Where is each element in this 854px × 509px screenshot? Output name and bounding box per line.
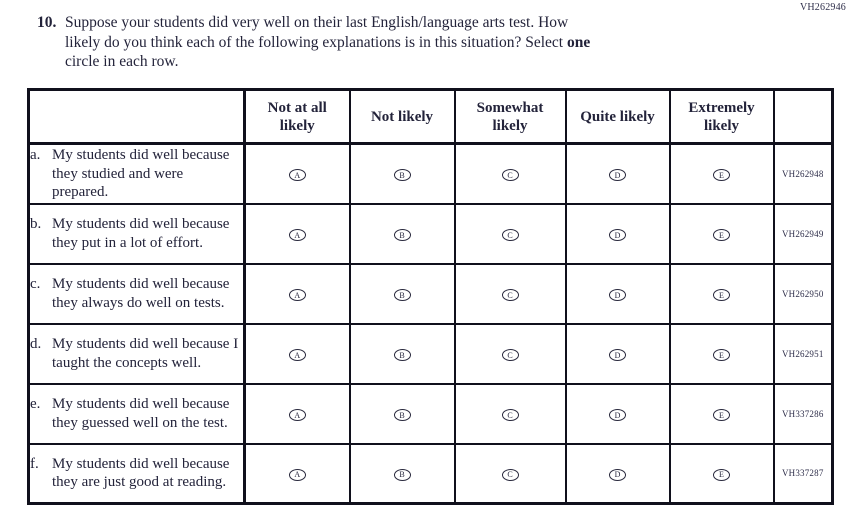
answer-bubble-a[interactable]: A: [289, 289, 306, 301]
option-cell-b: [350, 144, 455, 204]
row-label: d.: [30, 336, 42, 352]
option-cell-c: [455, 444, 566, 504]
option-cell-b: [350, 384, 455, 444]
item-code: VH262950: [774, 264, 833, 324]
option-cell-c: [455, 264, 566, 324]
option-cell-c: [455, 144, 566, 204]
item-code: VH262951: [774, 324, 833, 384]
header-somewhat-likely: Somewhat likely: [455, 90, 566, 144]
option-cell-c: [455, 204, 566, 264]
table-row-d: [29, 324, 833, 384]
answer-bubble-d[interactable]: D: [609, 409, 626, 421]
answer-bubble-e[interactable]: E: [713, 469, 730, 481]
item-code: VH337287: [774, 444, 833, 504]
option-cell-d: [566, 144, 670, 204]
option-cell-a: [245, 144, 350, 204]
table-row-e: [29, 384, 833, 444]
answer-bubble-e[interactable]: E: [713, 289, 730, 301]
question-number: 10.: [37, 14, 57, 31]
row-label: e.: [30, 396, 41, 412]
item-code: VH337286: [774, 384, 833, 444]
option-cell-e: [670, 324, 774, 384]
table-row-f: [29, 444, 833, 504]
option-cell-a: [245, 324, 350, 384]
option-cell-c: [455, 384, 566, 444]
row-label: a.: [30, 147, 41, 163]
header-statement-blank: [29, 90, 245, 144]
row-statement: My students did well because I taught the concepts well.: [52, 336, 239, 371]
question-line-1: Suppose your students did very well on their last English/language arts test. How: [65, 14, 569, 31]
answer-bubble-a[interactable]: A: [289, 169, 306, 181]
answer-bubble-d[interactable]: D: [609, 349, 626, 361]
option-cell-a: [245, 204, 350, 264]
option-cell-e: [670, 264, 774, 324]
page-accession-code: VH262946: [799, 2, 846, 13]
statement-cell: [29, 444, 245, 504]
question-line-3: circle in each row.: [65, 53, 179, 70]
question-text: [65, 13, 797, 72]
answer-bubble-c[interactable]: C: [502, 289, 519, 301]
statement-cell: [29, 204, 245, 264]
option-cell-e: [670, 384, 774, 444]
answer-bubble-d[interactable]: D: [609, 229, 626, 241]
option-cell-e: [670, 144, 774, 204]
answer-bubble-d[interactable]: D: [609, 169, 626, 181]
answer-bubble-c[interactable]: C: [502, 169, 519, 181]
statement-cell: [29, 324, 245, 384]
answer-bubble-d[interactable]: D: [609, 289, 626, 301]
option-cell-a: [245, 264, 350, 324]
option-cell-d: [566, 384, 670, 444]
statement-cell: [29, 264, 245, 324]
item-code: VH262949: [774, 204, 833, 264]
row-label: b.: [30, 216, 42, 232]
header-quite-likely: Quite likely: [566, 90, 670, 144]
question-line-2: likely do you think each of the following explanations is in this situation? Select one: [65, 33, 591, 51]
answer-bubble-a[interactable]: A: [289, 469, 306, 481]
answer-bubble-b[interactable]: B: [394, 409, 411, 421]
header-not-likely: Not likely: [350, 90, 455, 144]
option-cell-b: [350, 264, 455, 324]
question-block: [37, 13, 797, 72]
table-row-b: [29, 204, 833, 264]
header-row: [29, 90, 833, 144]
answer-bubble-e[interactable]: E: [713, 169, 730, 181]
row-statement: My students did well because they put in a lot of effort.: [52, 216, 230, 251]
option-cell-e: [670, 204, 774, 264]
option-cell-d: [566, 204, 670, 264]
option-cell-d: [566, 444, 670, 504]
likelihood-matrix-table: [27, 88, 834, 505]
header-extremely-likely: Extremely likely: [670, 90, 774, 144]
answer-bubble-c[interactable]: C: [502, 349, 519, 361]
answer-bubble-c[interactable]: C: [502, 469, 519, 481]
header-code-blank: [774, 90, 833, 144]
table-row-a: [29, 144, 833, 204]
item-code: VH262948: [774, 144, 833, 204]
answer-bubble-e[interactable]: E: [713, 409, 730, 421]
statement-cell: [29, 384, 245, 444]
option-cell-b: [350, 204, 455, 264]
answer-bubble-b[interactable]: B: [394, 289, 411, 301]
option-cell-e: [670, 444, 774, 504]
answer-bubble-a[interactable]: A: [289, 409, 306, 421]
answer-bubble-c[interactable]: C: [502, 229, 519, 241]
row-statement: My students did well because they guessed well on the test.: [52, 396, 230, 431]
answer-bubble-e[interactable]: E: [713, 349, 730, 361]
row-label: c.: [30, 276, 41, 292]
answer-bubble-d[interactable]: D: [609, 469, 626, 481]
header-not-at-all-likely: Not at all likely: [245, 90, 350, 144]
row-statement: My students did well because they always do well on tests.: [52, 276, 230, 311]
option-cell-d: [566, 264, 670, 324]
table-row-c: [29, 264, 833, 324]
answer-bubble-b[interactable]: B: [394, 349, 411, 361]
option-cell-c: [455, 324, 566, 384]
statement-cell: [29, 144, 245, 204]
answer-bubble-a[interactable]: A: [289, 229, 306, 241]
answer-bubble-c[interactable]: C: [502, 409, 519, 421]
option-cell-a: [245, 384, 350, 444]
answer-bubble-b[interactable]: B: [394, 229, 411, 241]
answer-bubble-b[interactable]: B: [394, 469, 411, 481]
option-cell-b: [350, 324, 455, 384]
row-statement: My students did well because they are just good at reading.: [52, 455, 230, 491]
option-cell-b: [350, 444, 455, 504]
answer-bubble-e[interactable]: E: [713, 229, 730, 241]
answer-bubble-a[interactable]: A: [289, 349, 306, 361]
option-cell-d: [566, 324, 670, 384]
answer-bubble-b[interactable]: B: [394, 169, 411, 181]
option-cell-a: [245, 444, 350, 504]
row-label: f.: [30, 455, 39, 472]
question-bold-word: one: [566, 33, 591, 51]
row-statement: My students did well because they studied and were prepared.: [52, 147, 230, 200]
